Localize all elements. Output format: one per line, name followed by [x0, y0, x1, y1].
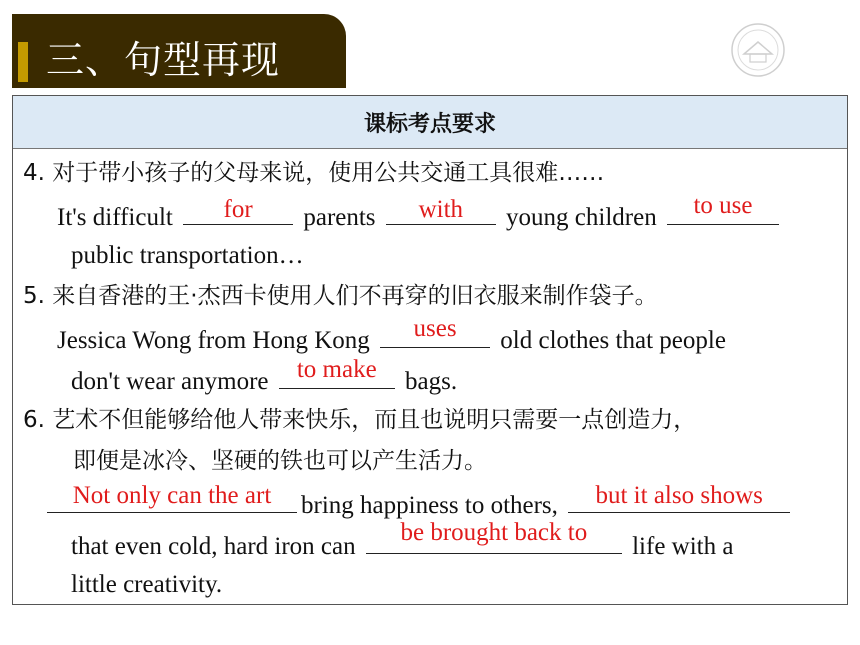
item-5-english-line2 [71, 356, 458, 399]
item-6-english-line3: little creativity. [71, 571, 223, 598]
item-6-blank-3 [366, 519, 622, 554]
item-6-text-b: that even cold, hard iron can [71, 533, 356, 560]
item-6-english-line1 [47, 482, 794, 523]
item-4-blank-3 [667, 192, 779, 225]
school-logo-icon [730, 22, 786, 78]
item-5-blank-1 [380, 315, 490, 348]
item-6-text-c: life with a [632, 533, 734, 560]
card-header [13, 96, 847, 149]
item-4-chinese: 4. 对于带小孩子的父母来说，使用公共交通工具很难…… [23, 160, 605, 186]
item-6-text-a: bring happiness to others, [301, 492, 558, 519]
item-5-answer-1: uses [413, 315, 457, 342]
card-header-text: 课标考点要求 [363, 111, 496, 137]
item-5-text-c: don't wear anymore [71, 368, 269, 395]
item-4-text-a: It's difficult [57, 204, 173, 231]
item-4-blank-1 [183, 198, 293, 225]
content-card [12, 95, 848, 605]
item-6-answer-3: be brought back to [400, 519, 588, 546]
item-5-chinese: 5. 来自香港的王·杰西卡使用人们不再穿的旧衣服来制作袋子。 [23, 283, 658, 309]
item-6-blank-1 [47, 482, 297, 513]
item-4-english-line2: public transportation… [71, 242, 304, 269]
item-4-answer-1: for [223, 196, 253, 223]
item-5-english-line1 [57, 315, 726, 358]
item-6-answer-1: Not only can the art [72, 482, 272, 509]
item-5-text-d: bags. [405, 368, 458, 395]
item-4-answer-2: with [418, 196, 464, 223]
section-title-accent [18, 42, 28, 82]
item-4-english-line1 [57, 192, 783, 235]
section-title: 三、句型再现 [46, 38, 281, 82]
item-5-blank-2 [279, 356, 395, 389]
item-5-answer-2: to make [296, 356, 377, 383]
item-4-text-c: young children [506, 204, 657, 231]
item-6-chinese-line2: 即便是冰冷、坚硬的铁也可以产生活力。 [73, 448, 487, 474]
item-4-answer-3: to use [693, 192, 753, 219]
item-4-text-b: parents [303, 204, 376, 231]
item-5-text-a: Jessica Wong from Hong Kong [57, 327, 370, 354]
item-4-blank-2 [386, 198, 496, 225]
item-6-english-line2 [71, 519, 734, 564]
item-5-text-b: old clothes that people [500, 327, 726, 354]
item-6-blank-2 [568, 482, 790, 513]
item-6-chinese-line1: 6. 艺术不但能够给他人带来快乐，而且也说明只需要一点创造力， [23, 407, 697, 433]
item-6-answer-2: but it also shows [595, 482, 763, 509]
